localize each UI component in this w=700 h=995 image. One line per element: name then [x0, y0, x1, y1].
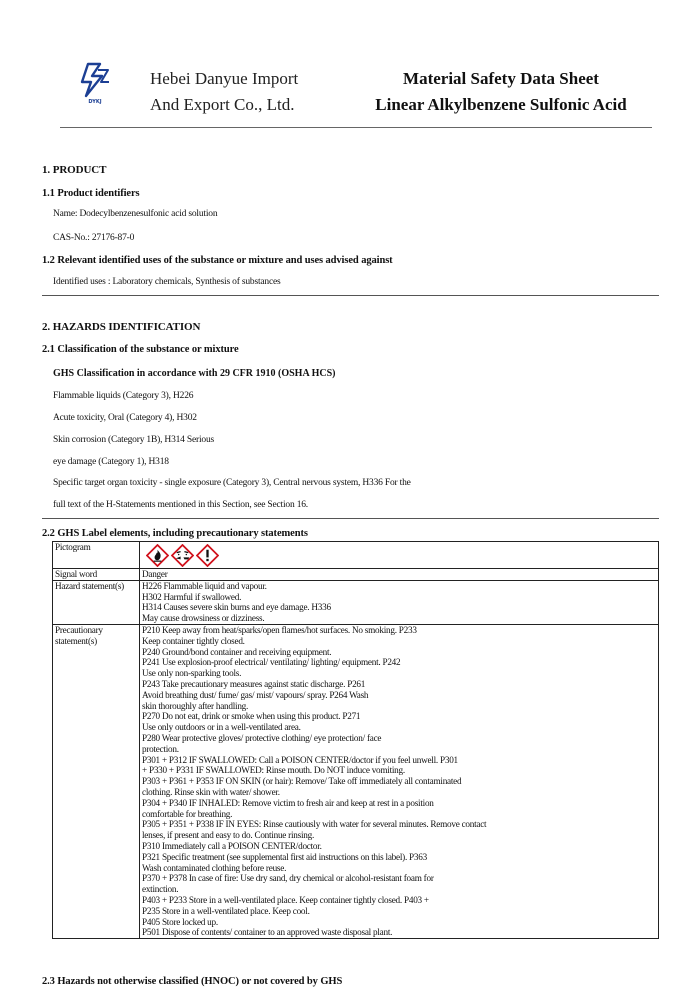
section-1-1-heading: 1.1 Product identifiers — [42, 188, 140, 199]
svg-text:DYKJ: DYKJ — [88, 99, 102, 105]
hazard-statement-line: H302 Harmful if swallowed. — [142, 591, 242, 602]
document-title-line2: Linear Alkylbenzene Sulfonic Acid — [375, 95, 627, 114]
precautionary-line: P243 Take precautionary measures against static discharge. P261 — [142, 678, 366, 689]
hazard-statements-label: Hazard statement(s) — [53, 580, 140, 624]
precautionary-line: lenses, if present and easy to do. Continue rinsing. — [142, 830, 314, 841]
precautionary-statements-row — [53, 624, 659, 938]
section-2-heading: 2. HAZARDS IDENTIFICATION — [42, 321, 201, 333]
classification-line: Specific target organ toxicity - single exposure (Category 3), Central nervous system, H336 For the — [53, 478, 411, 488]
precautionary-line: P403 + P233 Store in a well-ventilated place. Keep container tightly closed. P403 + — [142, 894, 429, 905]
precautionary-line: P235 Store in a well-ventilated place. Keep cool. — [142, 905, 310, 916]
precautionary-statements-cell — [140, 624, 659, 938]
signal-word-label: Signal word — [53, 569, 140, 581]
classification-line: Skin corrosion (Category 1B), H314 Serious — [53, 435, 214, 445]
document-title-line1: Material Safety Data Sheet — [403, 69, 599, 88]
precautionary-line: P370 + P378 In case of fire: Use dry sand, dry chemical or alcohol-resistant foam for — [142, 873, 434, 884]
company-name-line2: And Export Co., Ltd. — [150, 95, 295, 114]
precautionary-line: P240 Ground/bond container and receiving equipment. — [142, 646, 332, 657]
company-name-line1: Hebei Danyue Import — [150, 69, 299, 88]
cas-number-line: CAS-No.: 27176-87-0 — [53, 233, 135, 243]
ghs-label-table — [52, 541, 659, 939]
company-logo-icon — [78, 62, 112, 108]
precautionary-line: extinction. — [142, 884, 179, 895]
precautionary-line: P405 Store locked up. — [142, 916, 218, 927]
section-1-2-heading: 1.2 Relevant identified uses of the substance or mixture and uses advised against — [42, 255, 393, 266]
section-2-1-heading: 2.1 Classification of the substance or mixture — [42, 344, 239, 355]
classification-line: full text of the H-Statements mentioned in this Section, see Section 16. — [53, 500, 308, 510]
hazard-statement-line: H314 Causes severe skin burns and eye damage. H336 — [142, 602, 331, 613]
exclamation-pictogram-icon — [196, 544, 219, 567]
classification-line: eye damage (Category 1), H318 — [53, 457, 169, 467]
precautionary-line: P270 Do not eat, drink or smoke when using this product. P271 — [142, 711, 361, 722]
precautionary-line: P310 Immediately call a POISON CENTER/doctor. — [142, 840, 322, 851]
precautionary-statements-label: Precautionary statement(s) — [53, 624, 140, 938]
precautionary-line: P305 + P351 + P338 IF IN EYES: Rinse cautiously with water for several minutes. Remove contact — [142, 819, 487, 830]
precautionary-line: P501 Dispose of contents/ container to an approved waste disposal plant. — [142, 927, 393, 938]
precautionary-line: + P330 + P331 IF SWALLOWED: Rinse mouth. Do NOT induce vomiting. — [142, 765, 405, 776]
corrosion-pictogram-icon — [171, 544, 194, 567]
precautionary-line: clothing. Rinse skin with water/ shower. — [142, 786, 280, 797]
classification-line: Acute toxicity, Oral (Category 4), H302 — [53, 413, 197, 423]
section-2-2-heading: 2.2 GHS Label elements, including precautionary statements — [42, 528, 308, 539]
classification-line: Flammable liquids (Category 3), H226 — [53, 391, 194, 401]
hazard-statement-line: H226 Flammable liquid and vapour. — [142, 580, 267, 591]
precautionary-line: P280 Wear protective gloves/ protective clothing/ eye protection/ face — [142, 732, 382, 743]
section-2-1-divider — [42, 518, 659, 519]
precautionary-line: Wash contaminated clothing before reuse. — [142, 862, 287, 873]
document-title — [360, 66, 642, 118]
precautionary-line: P304 + P340 IF INHALED: Remove victim to fresh air and keep at rest in a position — [142, 797, 434, 808]
precautionary-line: P303 + P361 + P353 IF ON SKIN (or hair): Remove/ Take off immediately all contaminated — [142, 776, 462, 787]
header-divider — [60, 127, 652, 128]
signal-word-row — [53, 569, 659, 581]
precautionary-line: comfortable for breathing. — [142, 808, 233, 819]
pictogram-cell — [140, 542, 659, 569]
precautionary-line: P301 + P312 IF SWALLOWED: Call a POISON CENTER/doctor if you feel unwell. P301 — [142, 754, 458, 765]
pictogram-label: Pictogram — [53, 542, 140, 569]
precautionary-line: Avoid breathing dust/ fume/ gas/ mist/ vapours/ spray. P264 Wash — [142, 689, 369, 700]
precautionary-line: protection. — [142, 743, 179, 754]
precautionary-line: P241 Use explosion-proof electrical/ ventilating/ lighting/ equipment. P242 — [142, 657, 401, 668]
pictogram-row — [53, 542, 659, 569]
precautionary-line: Use only non-sparking tools. — [142, 668, 242, 679]
section-1-divider — [42, 295, 659, 296]
flame-pictogram-icon — [146, 544, 169, 567]
precautionary-line: P210 Keep away from heat/sparks/open flames/hot surfaces. No smoking. P233 — [142, 624, 417, 635]
section-1-heading: 1. PRODUCT — [42, 164, 107, 176]
signal-word-value: Danger — [140, 569, 659, 581]
identified-uses-line: Identified uses : Laboratory chemicals, Synthesis of substances — [53, 277, 281, 287]
precautionary-line: skin thoroughly after handling. — [142, 700, 249, 711]
hazard-statements-cell — [140, 580, 659, 624]
precautionary-line: Keep container tightly closed. — [142, 635, 245, 646]
section-2-3-heading: 2.3 Hazards not otherwise classified (HNOC) or not covered by GHS — [42, 976, 343, 987]
hazard-statements-row — [53, 580, 659, 624]
precautionary-line: P321 Specific treatment (see supplemental first aid instructions on this label). P363 — [142, 851, 427, 862]
ghs-classification-heading: GHS Classification in accordance with 29 CFR 1910 (OSHA HCS) — [53, 368, 336, 379]
hazard-statement-line: May cause drowsiness or dizziness. — [142, 613, 265, 624]
precautionary-line: Use only outdoors or in a well-ventilated area. — [142, 722, 301, 733]
product-name-line: Name: Dodecylbenzenesulfonic acid solution — [53, 209, 218, 219]
company-name — [150, 66, 298, 118]
